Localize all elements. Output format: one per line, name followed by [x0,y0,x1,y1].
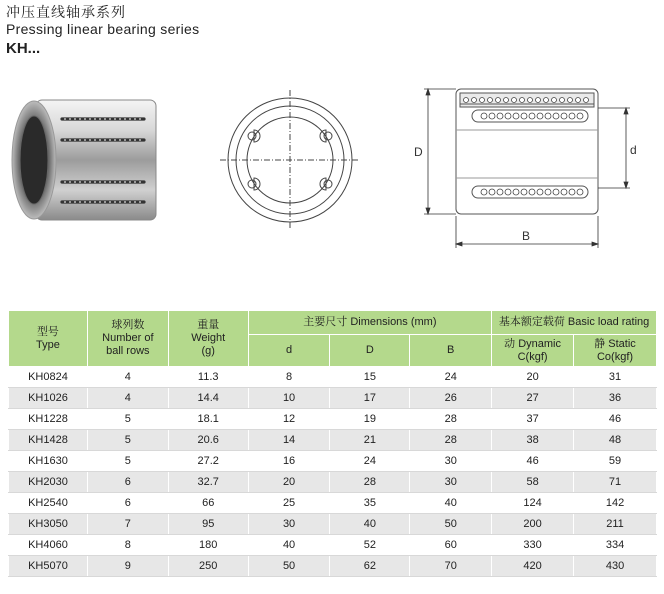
cell-dynamic: 27 [492,388,574,409]
cell-balls: 7 [87,514,168,535]
header-balls-cn: 球列数 [111,319,145,331]
cell-static: 142 [574,493,657,514]
cell-d: 12 [248,409,330,430]
cell-type: KH5070 [9,556,88,577]
header-weight-unit: (g) [201,345,215,357]
dimension-lines [424,89,630,248]
cell-weight: 18.1 [168,409,248,430]
cell-static: 71 [574,472,657,493]
table-row [9,430,657,451]
cell-weight: 14.4 [168,388,248,409]
header-dynamic-2: C(kgf) [517,350,548,363]
cell-static: 59 [574,451,657,472]
cell-balls: 8 [87,535,168,556]
header-balls-en1: Number of [102,332,154,344]
header-weight-en: Weight [191,332,226,344]
cell-dynamic: 420 [492,556,574,577]
cell-B: 50 [410,514,492,535]
header-dynamic [492,335,574,367]
cell-B: 28 [410,430,492,451]
header-type-cn: 型号 [36,325,59,338]
dim-label-d: d [630,143,637,157]
table-row [9,367,657,388]
page-title-english: Pressing linear bearing series [6,21,200,37]
header-balls-en2: ball rows [106,345,150,357]
cell-balls: 6 [87,493,168,514]
header-d: d [248,335,330,367]
cell-D: 15 [330,367,410,388]
header-type [9,311,88,367]
cell-type: KH2540 [9,493,88,514]
cell-static: 46 [574,409,657,430]
bearing-end-view [220,90,360,230]
cell-d: 20 [248,472,330,493]
cell-d: 14 [248,430,330,451]
cell-dynamic: 37 [492,409,574,430]
cell-D: 62 [330,556,410,577]
header-load-rating: 基本额定载荷 Basic load rating [492,311,657,335]
cell-dynamic: 20 [492,367,574,388]
cell-type: KH1428 [9,430,88,451]
cell-weight: 250 [168,556,248,577]
model-prefix: KH... [6,40,41,57]
cell-static: 211 [574,514,657,535]
spec-table [8,310,657,577]
cell-dynamic: 124 [492,493,574,514]
cell-static: 48 [574,430,657,451]
cell-d: 16 [248,451,330,472]
cell-static: 430 [574,556,657,577]
table-row [9,451,657,472]
cell-dynamic: 58 [492,472,574,493]
bearing-section-view [456,89,598,214]
table-row [9,514,657,535]
cell-weight: 27.2 [168,451,248,472]
cell-B: 70 [410,556,492,577]
cell-B: 60 [410,535,492,556]
bearing-photo [12,100,156,220]
cell-type: KH4060 [9,535,88,556]
cell-balls: 9 [87,556,168,577]
cell-balls: 4 [87,367,168,388]
cell-D: 28 [330,472,410,493]
cell-balls: 5 [87,430,168,451]
table-row [9,388,657,409]
cell-D: 17 [330,388,410,409]
header-static [574,335,657,367]
cell-static: 36 [574,388,657,409]
cell-weight: 20.6 [168,430,248,451]
cell-D: 40 [330,514,410,535]
table-row [9,493,657,514]
cell-dynamic: 38 [492,430,574,451]
cell-d: 50 [248,556,330,577]
cell-type: KH3050 [9,514,88,535]
cell-d: 25 [248,493,330,514]
header-type-en: Type [36,338,60,351]
header-dynamic-1: 动 Dynamic [504,337,561,350]
cell-B: 28 [410,409,492,430]
cell-D: 19 [330,409,410,430]
cell-balls: 5 [87,451,168,472]
table-row [9,556,657,577]
header-weight-cn: 重量 [197,319,220,331]
header-D: D [330,335,410,367]
product-drawings [0,60,664,250]
header-B: B [410,335,492,367]
cell-weight: 180 [168,535,248,556]
cell-B: 40 [410,493,492,514]
cell-d: 8 [248,367,330,388]
cell-d: 10 [248,388,330,409]
table-row [9,409,657,430]
cell-type: KH2030 [9,472,88,493]
cell-static: 334 [574,535,657,556]
dim-label-D: D [414,145,423,159]
cell-type: KH1228 [9,409,88,430]
cell-D: 52 [330,535,410,556]
cell-weight: 32.7 [168,472,248,493]
cell-B: 24 [410,367,492,388]
cell-D: 21 [330,430,410,451]
cell-weight: 95 [168,514,248,535]
table-row [9,472,657,493]
page-title-chinese: 冲压直线轴承系列 [6,5,126,21]
cell-weight: 11.3 [168,367,248,388]
cell-D: 24 [330,451,410,472]
cell-type: KH1630 [9,451,88,472]
cell-type: KH1026 [9,388,88,409]
cell-B: 30 [410,451,492,472]
cell-d: 40 [248,535,330,556]
cell-weight: 66 [168,493,248,514]
cell-balls: 6 [87,472,168,493]
header-weight [168,311,248,367]
cell-D: 35 [330,493,410,514]
cell-d: 30 [248,514,330,535]
cell-dynamic: 200 [492,514,574,535]
header-balls [87,311,168,367]
cell-balls: 4 [87,388,168,409]
cell-B: 26 [410,388,492,409]
cell-balls: 5 [87,409,168,430]
cell-static: 31 [574,367,657,388]
table-row [9,535,657,556]
header-dimensions: 主要尺寸 Dimensions (mm) [248,311,491,335]
dim-label-B: B [522,229,531,243]
cell-type: KH0824 [9,367,88,388]
cell-B: 30 [410,472,492,493]
cell-dynamic: 46 [492,451,574,472]
cell-dynamic: 330 [492,535,574,556]
header-static-2: Co(kgf) [596,350,634,363]
header-static-1: 静 Static [594,337,636,350]
